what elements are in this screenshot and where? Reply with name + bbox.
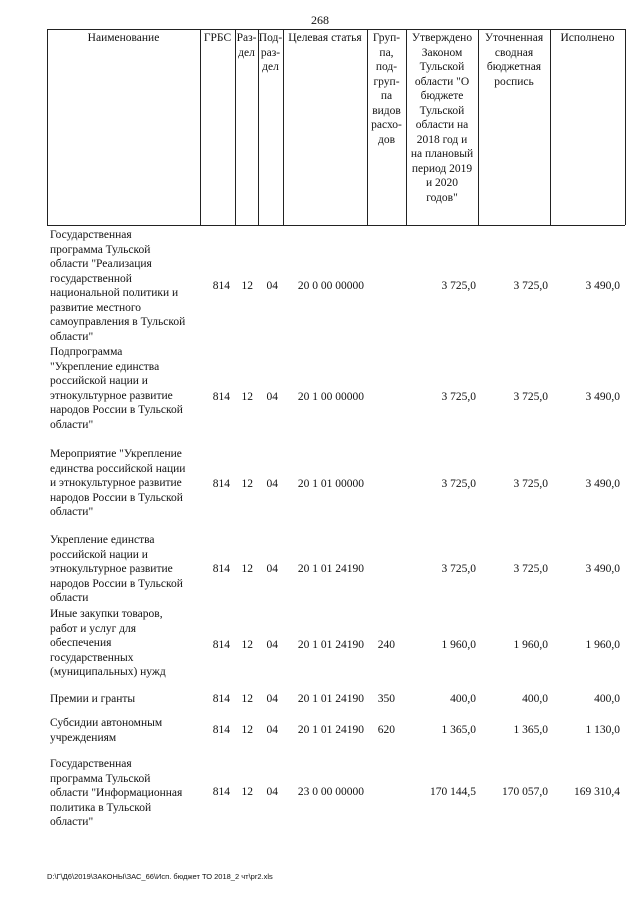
row-podrazdel: 04 (266, 563, 278, 575)
row-approved: 170 144,5 (430, 786, 476, 798)
header-name: Наименование (87, 32, 160, 44)
row-refined: 3 725,0 (513, 391, 548, 403)
row-refined: 1 960,0 (513, 639, 548, 651)
row-refined: 3 725,0 (513, 280, 548, 292)
row-target: 20 1 01 24190 (297, 693, 364, 705)
row-executed: 400,0 (594, 693, 620, 705)
table-top-border (47, 29, 625, 30)
header-approved: Утверждено Законом Тульской области "О бюджете Тульской области на 2018 год и на плановый период 2019 и 2020 годов" (410, 32, 474, 204)
row-razdel: 12 (241, 693, 253, 705)
column-divider (625, 29, 626, 225)
row-podrazdel: 04 (266, 639, 278, 651)
row-name: Субсидии автономным учреждениям (50, 717, 163, 744)
row-name: Государственная программа Тульской области "Реализация государственной национальной политики и развитие местного самоуправления в Тульской области" (50, 229, 186, 343)
footer-file-path: D:\Г\Д6\2019\ЗАКОНЫ\ЗАС_66\Исп. бюджет ТО 2018_2 чт\pr2.xls (47, 872, 273, 881)
row-grbs: 814 (212, 391, 230, 403)
header-podrazdel: Под- раз- дел (258, 32, 283, 73)
row-approved: 3 725,0 (441, 280, 476, 292)
column-divider (47, 29, 48, 225)
row-refined: 3 725,0 (513, 478, 548, 490)
row-name: Иные закупки товаров, работ и услуг для обеспечения государственных (муниципальных) нужд (50, 608, 166, 678)
row-target: 23 0 00 00000 (297, 786, 364, 798)
row-podrazdel: 04 (266, 478, 278, 490)
header-executed: Исполнено (560, 32, 615, 44)
row-vid: 240 (377, 639, 395, 651)
row-target: 20 1 01 24190 (297, 563, 364, 575)
row-approved: 3 725,0 (441, 391, 476, 403)
row-target: 20 1 01 00000 (297, 478, 364, 490)
row-approved: 1 960,0 (441, 639, 476, 651)
page-number: 268 (311, 13, 329, 27)
header-refined: Уточненная сводная бюджетная роспись (484, 32, 544, 88)
row-refined: 400,0 (522, 693, 548, 705)
header-vid: Груп- па, под- груп- па видов расхо- дов (371, 32, 402, 146)
row-refined: 170 057,0 (502, 786, 548, 798)
header-target: Целевая статья (288, 32, 362, 44)
row-grbs: 814 (212, 724, 230, 736)
row-target: 20 1 00 00000 (297, 391, 364, 403)
row-grbs: 814 (212, 563, 230, 575)
row-executed: 1 130,0 (585, 724, 620, 736)
row-executed: 3 490,0 (585, 391, 620, 403)
row-executed: 169 310,4 (574, 786, 620, 798)
row-name: Подпрограмма "Укрепление единства российской нации и этнокультурное развитие народов России в Тульской области" (50, 346, 183, 431)
column-divider (550, 29, 551, 225)
header-razdel: Раз- дел (236, 32, 257, 59)
row-executed: 3 490,0 (585, 280, 620, 292)
row-razdel: 12 (241, 391, 253, 403)
column-divider (200, 29, 201, 225)
row-refined: 1 365,0 (513, 724, 548, 736)
table-header-bottom-border (47, 225, 625, 226)
row-razdel: 12 (241, 639, 253, 651)
row-razdel: 12 (241, 724, 253, 736)
row-target: 20 1 01 24190 (297, 724, 364, 736)
row-vid: 350 (377, 693, 395, 705)
row-name: Укрепление единства российской нации и этнокультурное развитие народов России в Тульской области (50, 534, 183, 604)
row-name: Мероприятие "Укрепление единства российской нации и этнокультурное развитие народов России в Тульской области" (50, 448, 186, 518)
row-grbs: 814 (212, 478, 230, 490)
row-razdel: 12 (241, 280, 253, 292)
row-approved: 1 365,0 (441, 724, 476, 736)
row-podrazdel: 04 (266, 724, 278, 736)
row-razdel: 12 (241, 563, 253, 575)
row-podrazdel: 04 (266, 693, 278, 705)
row-name: Премии и гранты (50, 693, 136, 705)
row-target: 20 0 00 00000 (297, 280, 364, 292)
row-razdel: 12 (241, 786, 253, 798)
row-approved: 3 725,0 (441, 563, 476, 575)
row-podrazdel: 04 (266, 786, 278, 798)
row-refined: 3 725,0 (513, 563, 548, 575)
row-executed: 3 490,0 (585, 478, 620, 490)
row-executed: 1 960,0 (585, 639, 620, 651)
row-grbs: 814 (212, 639, 230, 651)
row-name: Государственная программа Тульской области "Информационная политика в Тульской области" (50, 758, 183, 828)
row-target: 20 1 01 24190 (297, 639, 364, 651)
row-grbs: 814 (212, 693, 230, 705)
header-grbs: ГРБС (203, 32, 232, 44)
row-grbs: 814 (212, 280, 230, 292)
row-approved: 3 725,0 (441, 478, 476, 490)
row-razdel: 12 (241, 478, 253, 490)
column-divider (283, 29, 284, 225)
row-podrazdel: 04 (266, 280, 278, 292)
row-grbs: 814 (212, 786, 230, 798)
row-podrazdel: 04 (266, 391, 278, 403)
row-approved: 400,0 (450, 693, 476, 705)
row-vid: 620 (377, 724, 395, 736)
row-executed: 3 490,0 (585, 563, 620, 575)
